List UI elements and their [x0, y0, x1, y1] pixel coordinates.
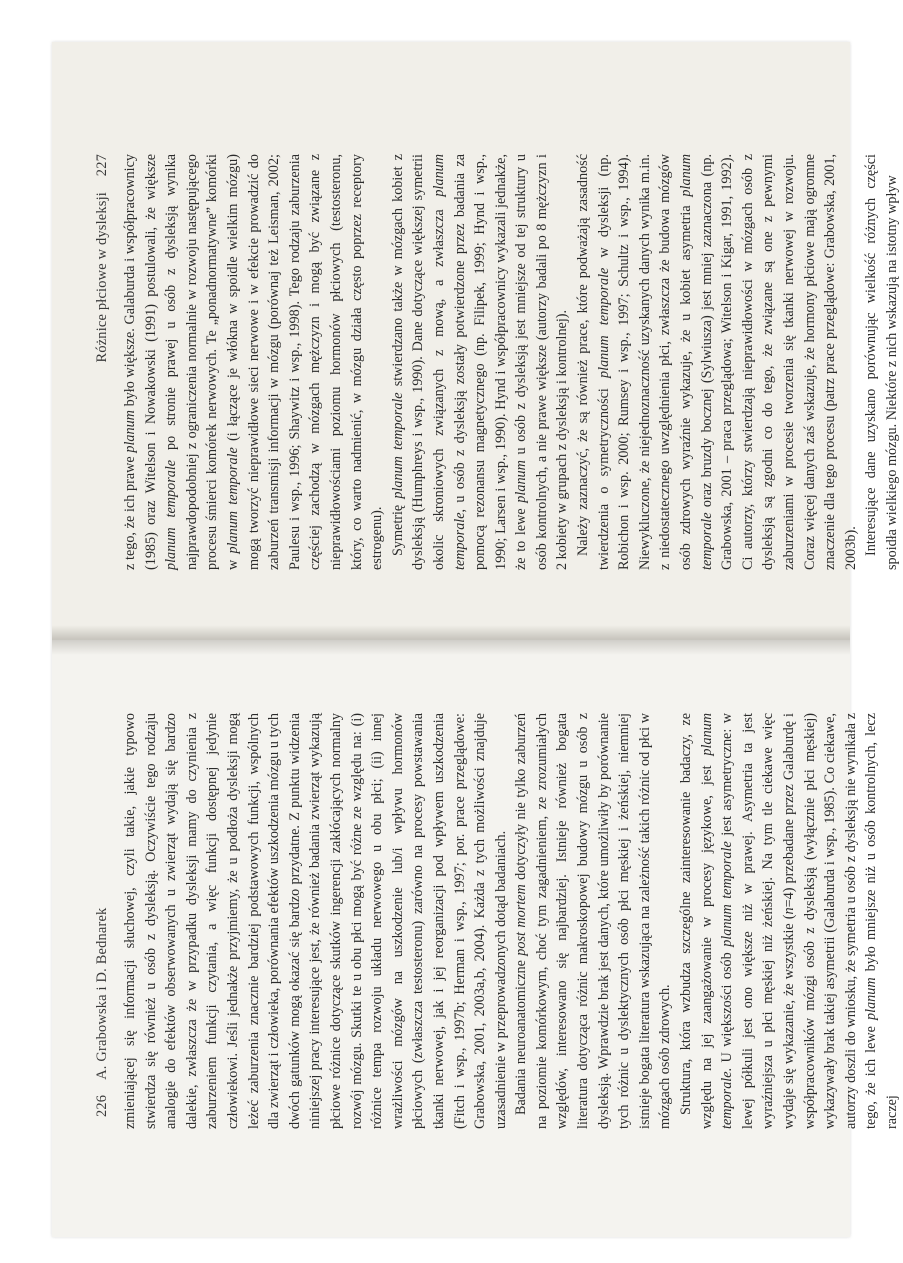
text-run: (i łączące je włókna w spoidle wielkim mózgu) mogą tworzyć nieprawidłowe sieci nerwowe i w efekcie prowadzić do zaburzeń transmisji informacji w mózgu (porównaj też Leisman, 2002; Paulesu i wsp., 1996; Shaywitz i wsp., 1998). Tego rodzaju zaburzenia częściej zachodzą w mózgach mężczyzn i mogą być związane z nieprawidłowościami poziomu hormonów płciowych (testosteronu, który, co warto nadmienić, w mózgu działa często poprzez receptory estrogenu).	[224, 154, 386, 570]
text-run: zmieniającej się informacji słuchowej, czyli takie, jakie typowo stwierdza się również u osób z dysleksją. Oczywiście tego rodzaju analogie do efektów obserwowanych u zwierząt wydają się bardzo dalekie, zwłaszcza że w przypadku dysleksji mamy do czynienia z zaburzeniem funkcji czytania, a więc funkcji dostępnej jedynie człowiekowi. Jeśli jednakże przyjmiemy, że u podłoża dysleksji mogą leżeć zaburzenia znacznie bardziej podstawowych funkcji, wspólnych dla zwierząt i człowieka, porównania efektów uszkodzenia mózgu u tych dwóch gatunków mogą okazać się bardzo przydatne. Z punktu widzenia niniejszej pracy interesujące jest, że również badania zwierząt wykazują płciowe różnice dotyczące skutków ingerencji zakłócających normalny rozwój mózgu. Skutki te u obu płci mogą być różne ze względu na: (i) różnice tempa rozwoju układu nerwowego u obu płci; (ii) innej wrażliwości mózgów na uszkodzenie lub/i wpływu hormonów płciowych (zwłaszcza testosteronu) zarówno na procesy powstawania tkanki nerwowej, jak i jej reorganizacji pod wpływem uszkodzenia (Fitch i wsp., 1997b; Herman i wsp., 1997; por. prace przeglądowe: Grabowska, 2001, 2003a,b, 2004). Każda z tych możliwości znajduje uzasadnienie w przeprowadzonych dotąd badaniach.	[122, 713, 509, 1129]
text-run: . U większości osób	[719, 946, 736, 1072]
body-paragraph	[861, 154, 902, 570]
body-paragraph	[573, 154, 861, 570]
text-run: =4) przebadane przez Galaburdę i współpracowników mózgi osób z dysleksją (wyłącznie płci męskiej) wykazywały brak takiej asymetrii (Galaburda i wsp., 1985). Co ciekawe, autorzy doszli do wniosku, że symetria u osób z dysleksją nie wynikała z tego, że ich lewe	[781, 713, 880, 1129]
right-running-head: Różnice płciowe w dysleksji	[94, 192, 110, 363]
text-run: Symetrię	[389, 498, 406, 556]
text-run: , u osób z dysleksją zostały potwierdzone przez badania za pomocą rezonansu magnetycznego (np. Filipek, 1999; Hynd i wsp., 1990; Larsen i wsp., 1990). Hynd i współpracownicy wykazali jednakże, że to lewe	[451, 154, 530, 570]
left-body-text	[120, 713, 903, 1129]
scanned-book-spread	[52, 42, 900, 1237]
italic-term: planum temporale	[719, 841, 736, 947]
italic-term: planum temporale	[224, 447, 241, 554]
text-run: było mniejsze niż u osób kontrolnych, lecz raczej	[863, 713, 900, 1129]
text-run: Struktura, która wzbudza szczególne zainteresowanie badaczy, ze względu na jej zaangażowanie w procesy językowe, jest	[678, 713, 715, 1129]
body-paragraph	[676, 713, 903, 1129]
italic-term: planum temporale	[595, 267, 612, 378]
right-running-header	[92, 142, 113, 362]
right-body-text	[120, 154, 903, 570]
text-run: było większe. Galaburda i współpracownicy (1985) oraz Witelson i Nowakowski (1991) postulowali, że większe	[122, 154, 159, 570]
italic-term: planum	[513, 460, 530, 503]
right-page-number: 227	[94, 154, 110, 177]
italic-term: planum temporale	[430, 154, 468, 570]
italic-term: planum	[122, 410, 138, 453]
left-running-head: A. Grabowska i D. Bednarek	[94, 907, 110, 1080]
italic-term: planum temporale	[678, 154, 715, 570]
text-run: Badania neuroanatomiczne	[513, 955, 530, 1115]
italic-term: planum temporale	[389, 392, 406, 499]
body-paragraph	[388, 154, 573, 570]
body-paragraph	[511, 713, 676, 1129]
text-run: dotyczyły nie tylko zaburzeń na poziomie komórkowym, choć tym zagadnieniem, ze zrozumiałych względów, interesowano się najbardziej. Istnieje również bogata literatura dotycząca różnic makroskopowej budowy mózgu u osób z dysleksją. Wprawdzie brak jest danych, które umożliwiły by porównanie tych różnic u dyslektycznych osób płci męskiej i żeńskiej, niemniej istnieje bogata literatura wskazująca na zależność takich różnic od płci w mózgach osób zdrowych.	[513, 713, 674, 1129]
body-paragraph	[120, 713, 511, 1129]
text-run: jest asymetryczne: w lewej półkuli jest ono większe niż w prawej. Asymetria ta jest wyraźniejsza u płci męskiej niż żeńskiej. Na tym tle ciekawe więc wydaje się wykazanie, że wszystkie (	[719, 713, 797, 1129]
italic-term: n	[781, 907, 797, 915]
left-page	[52, 640, 900, 1237]
text-run: oraz bruzdy bocznej (Sylwiusza) jest mniej zaznaczona (np. Grabowska, 2001 – praca przeglądowa; Witelson i Kigar, 1991, 1992). Ci autorzy, którzy stwierdzają nieprawidłowości w mózgach osób z dysleksją są zgodni co do tego, że związane są one z pewnymi zaburzeniami w procesie tworzenia się tkanki nerwowej w rozwoju. Coraz więcej danych zaś wskazuje, że hormony płciowe mają ogromne znaczenie dla tego procesu (patrz prace przeglądowe: Grabowska, 2001, 2003b).	[698, 154, 859, 570]
italic-term: post mortem	[513, 884, 530, 956]
text-run: z tego, że ich prawe	[122, 452, 138, 570]
text-run: stwierdzano także w mózgach kobiet z dysleksją (Humphreys i wsp., 1990). Dane dotyczące większej symetrii okolic skroniowych związanych z mową, a zwłaszcza	[389, 153, 447, 570]
italic-term: planum temporale	[163, 459, 180, 570]
left-running-header	[92, 908, 113, 1129]
italic-term: planum	[863, 977, 880, 1020]
text-run: w dysleksji (np. Robichon i wsp. 2000; Rumsey i wsp., 1997; Schultz i wsp., 1994). Niewykluczone, że niejednoznaczność uzyskanych danych wynika m.in. z niedostatecznego uwzględnienia płci, zwłaszcza że budowa mózgów osób zdrowych wyraźnie wykazuje, że u kobiet asymetria	[595, 154, 695, 570]
text-run: Interesujące dane uzyskano porównując wielkość różnych części spoidła wielkiego mózgu. Niektóre z nich wskazują na istotny wpływ	[863, 154, 900, 570]
body-paragraph	[120, 154, 388, 570]
left-page-number: 226	[94, 1094, 110, 1117]
rotated-spread	[52, 42, 900, 1237]
text-run: Należy zaznaczyć, że są również prace, które podważają zasadność twierdzenia o symetryczności	[575, 154, 612, 570]
text-run: u osób z dysleksją jest mniejsze od tej struktury u osób kontrolnych, a nie prawe większe (autorzy badali po 8 mężczyzn i 2 kobiety w grupach z dysleksją i kontrolnej).	[513, 154, 571, 570]
italic-term: planum temporale	[698, 713, 736, 1129]
text-run: po stronie prawej u osób z dysleksją wynika najprawdopodobniej z ograniczenia normalnie w rozwoju następującego procesu śmierci komórek nerwowych. Te „ponadnormatywne” komórki w	[163, 154, 241, 570]
right-page	[52, 42, 900, 640]
